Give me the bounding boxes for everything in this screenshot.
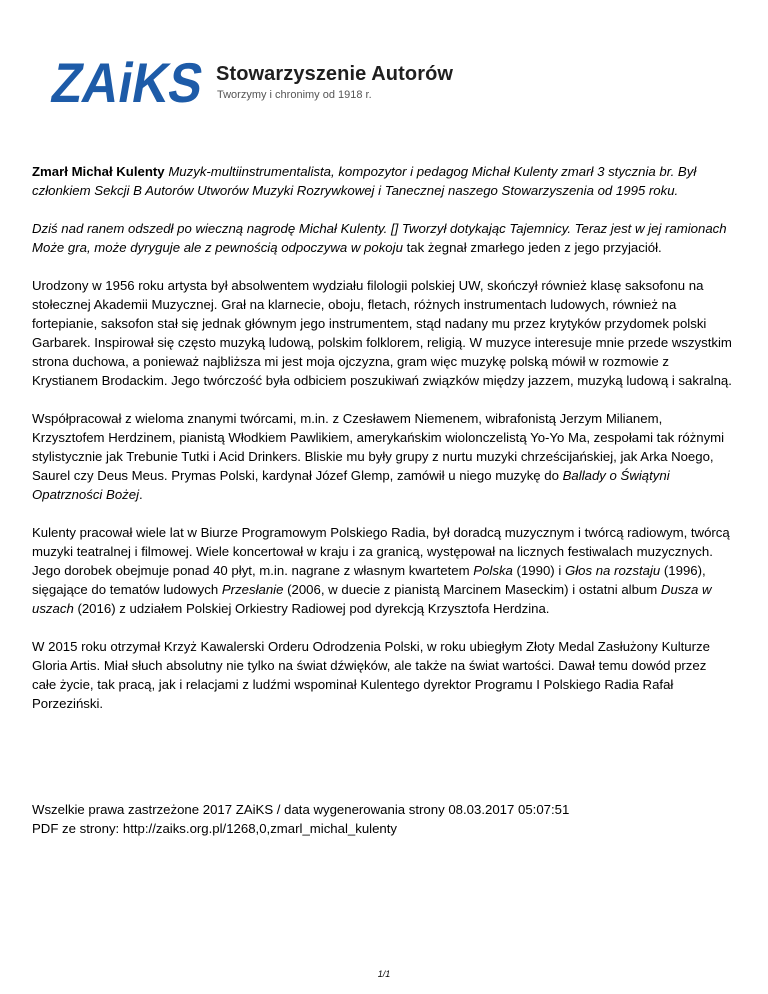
disc-text-a: Kulenty pracował wiele lat w Biurze Programowym Polskiego Radia, był doradcą muzycznym i twórcą radiowym, twórcą muzyki teatralnej i filmowej. Wiele koncertował w kraju i za granicą, występował na licznych festiwalach muzycznych. Jego dorobek obejmuje ponad 40 płyt, m.in. nagrane z własnym kwartetem <box>32 525 730 578</box>
org-name: Stowarzyszenie Autorów <box>216 63 454 85</box>
paragraph-discography <box>32 523 732 618</box>
org-tagline: Tworzymy i chronimy od 1918 r. <box>217 89 372 101</box>
article-body <box>32 162 732 732</box>
collab-end: . <box>139 487 143 502</box>
album-title-dusza: Dusza w uszach <box>32 582 712 616</box>
paragraph-collaborations <box>32 409 732 504</box>
album-title-polska: Polska <box>473 563 513 578</box>
zaiks-logo <box>47 51 227 114</box>
article-lead: Muzyk-multiinstrumentalista, kompozytor i pedagog Michał Kulenty zmarł 3 stycznia br. Był członkiem Sekcji B Autorów Utworów Muzyki Rozrywkowej i Tanecznej naszego Stowarzyszenia od 1995 roku. <box>32 164 697 198</box>
quote-italic: Dziś nad ranem odszedł po wieczną nagrodę Michał Kulenty. [] Tworzył dotykając Tajemnicy. Teraz jest w jej ramionach Może gra, może dyryguje ale z pewnością odpoczywa w pokoju <box>32 221 727 255</box>
disc-text-e: (2016) z udziałem Polskiej Orkiestry Radiowej pod dyrekcją Krzysztofa Herdzina. <box>73 601 550 616</box>
work-title-ballady: Ballady o Świątyni Opatrzności Bożej <box>32 468 670 502</box>
page-header <box>48 52 468 112</box>
album-title-glos: Głos na rozstaju <box>564 563 661 578</box>
quote-tail: tak żegnał zmarłego jeden z jego przyjaciół. <box>406 240 662 255</box>
lead-paragraph <box>32 162 732 200</box>
source-line: PDF ze strony: http://zaiks.org.pl/1268,0,zmarl_michal_kulenty <box>32 821 398 836</box>
page-footer <box>32 800 732 838</box>
quote-paragraph <box>32 219 732 257</box>
disc-text-c: (1996), sięgające do tematów ludowych <box>32 563 706 597</box>
disc-text-d: (2006, w duecie z pianistą Marcinem Maseckim) i ostatni album <box>283 582 661 597</box>
album-title-przeslanie: Przesłanie <box>221 582 284 597</box>
paragraph-biography: Urodzony w 1956 roku artysta był absolwentem wydziału filologii polskiej UW, skończył również klasę saksofonu na stołecznej Akademii Muzycznej. Grał na klarnecie, oboju, fletach, różnych instrumentach ludowych, również na fortepianie, saksofon stał się jednak głównym jego instrumentem, stąd nadany mu przez krytyków przydomek polski Garbarek. Inspirował się często muzyką ludową, polskim folklorem, religią. W muzyce interesuje mnie przede wszystkim strona duchowa, a ponieważ najbliższa mi jest moja ojczyzna, gram więc muzykę polską mówił w rozmowie z Krystianem Brodackim. Jego twórczość była odbiciem poszukiwań związków między jazzem, muzyką ludową i sakralną. <box>32 278 732 388</box>
page-number: 1/1 <box>377 969 391 979</box>
copyright-line: Wszelkie prawa zastrzeżone 2017 ZAiKS / data wygenerowania strony 08.03.2017 05:07:51 <box>32 802 570 817</box>
article-title: Zmarł Michał Kulenty <box>32 164 165 179</box>
logo-text: ZAiKS <box>47 51 227 114</box>
disc-text-b: (1990) i <box>512 563 565 578</box>
collab-text: Współpracował z wieloma znanymi twórcami, m.in. z Czesławem Niemenem, wibrafonistą Jerzym Milianem, Krzysztofem Herdzinem, pianistą Włodkiem Pawlikiem, amerykańskim wiolonczelistą Yo-Yo Ma, zespołami tak różnymi stylistycznie jak Trebunie Tutki i Acid Drinkers. Bliskie mu były grupy z nurtu muzyki chrześcijańskiej, jak Arka Noego, Saurel czy Deus Meus. Prymas Polski, kardynał Józef Glemp, zamówił u niego muzykę do <box>32 411 725 483</box>
paragraph-awards: W 2015 roku otrzymał Krzyż Kawalerski Orderu Odrodzenia Polski, w roku ubiegłym Złoty Medal Zasłużony Kulturze Gloria Artis. Miał słuch absolutny nie tylko na świat dźwięków, ale także na świat wartości. Dawał temu dowód przez całe życie, tak pracą, jak i relacjami z ludźmi wspominał Kulentego dyrektor Programu I Polskiego Radia Rafał Porzeziński. <box>32 639 710 711</box>
